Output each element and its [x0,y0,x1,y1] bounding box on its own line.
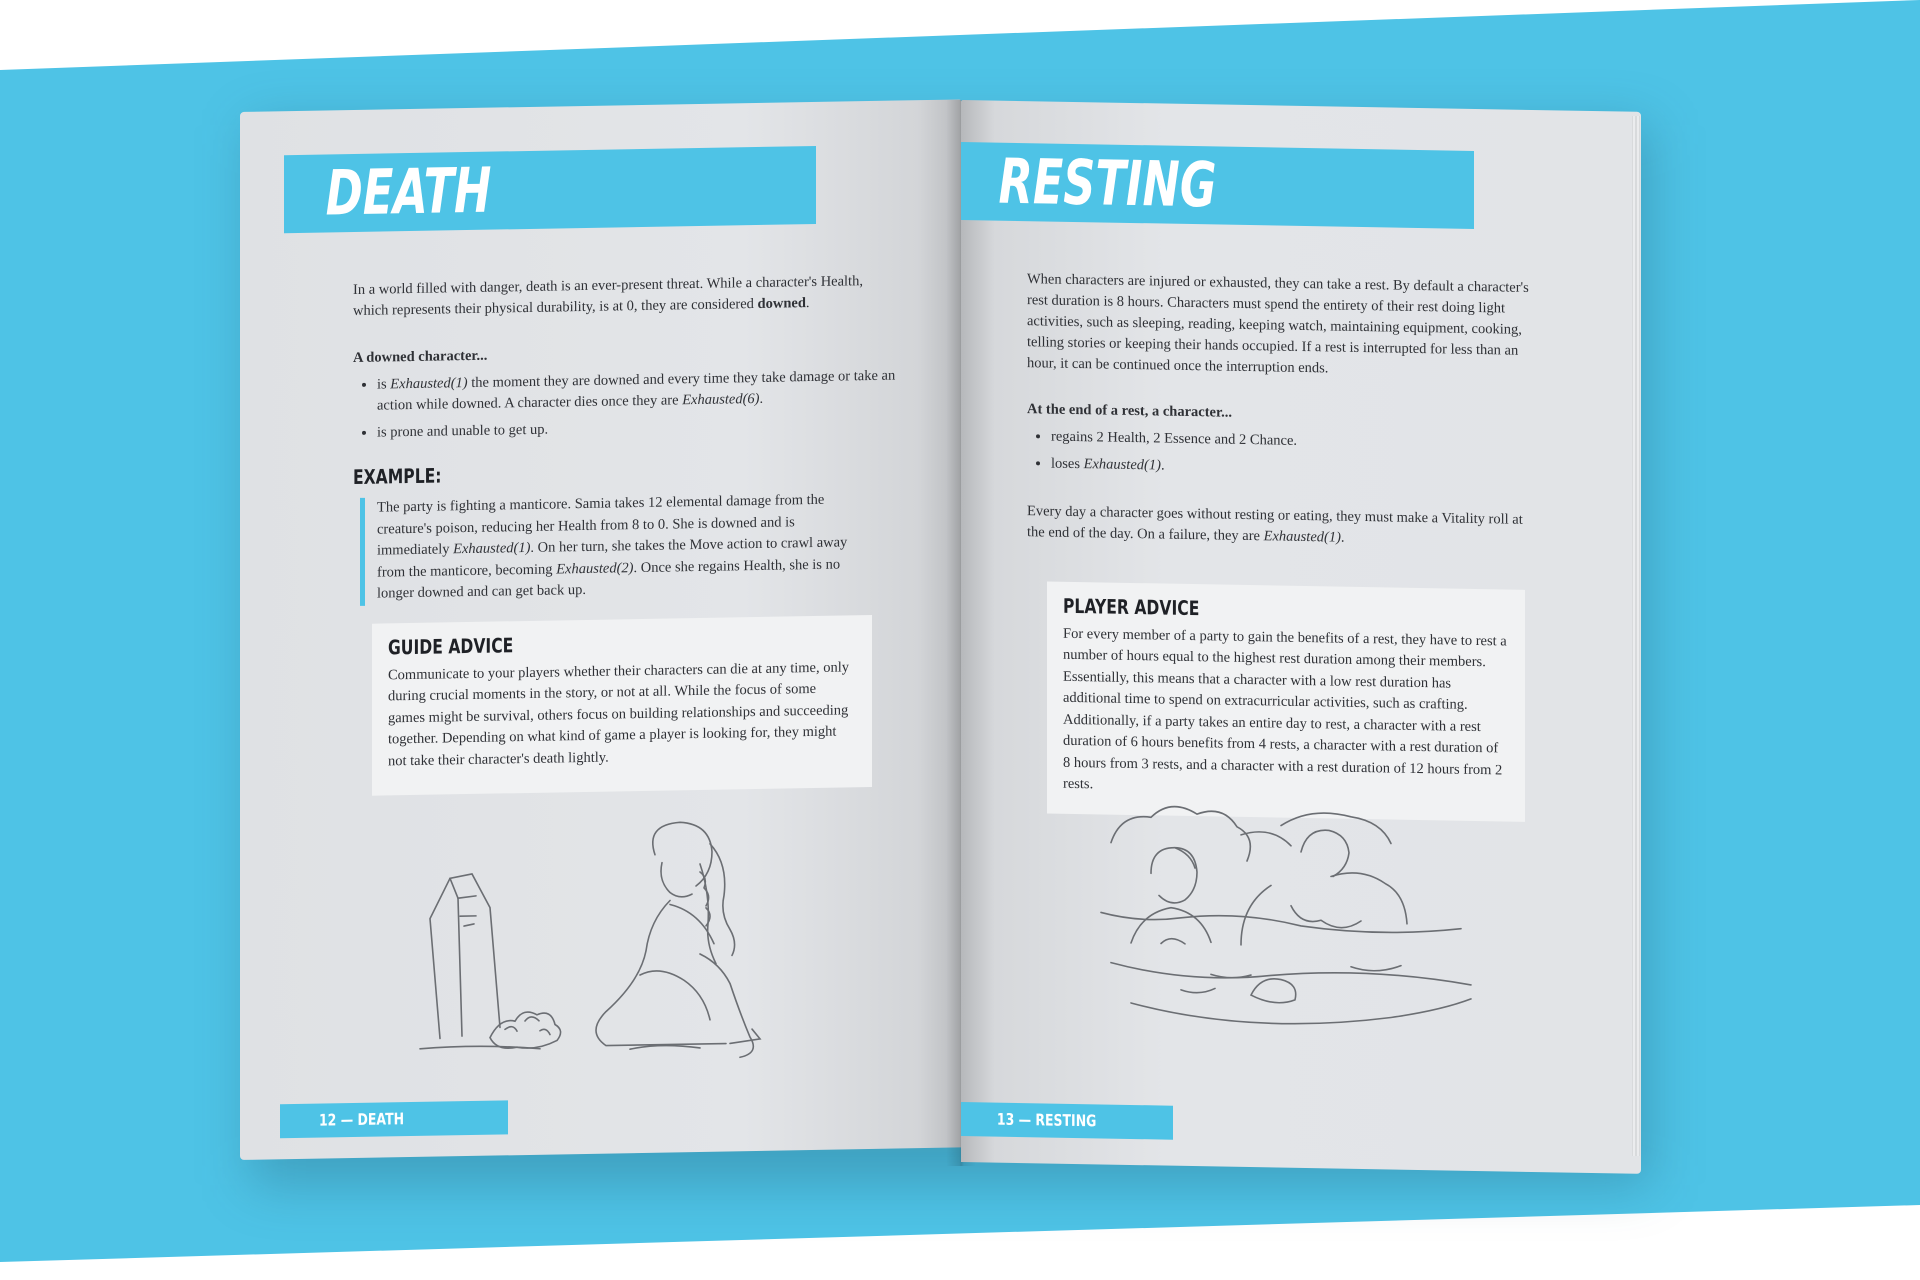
exhausted-term: Exhausted(2) [556,559,634,577]
advice-text: Communicate to your players whether their characters can die at any time, only during crucial moments in the story, or not at all. While the focus of some games might be survival, others focus on building relationships and succeeding together. Depending on what kind of game a player is looking for, they might not take their character's death lightly. [388,658,850,769]
exhausted-term: Exhausted(6) [682,390,760,409]
player-advice-box [1047,582,1525,822]
list-item: • is prone and unable to get up. [377,414,898,444]
guide-advice-box [372,615,872,796]
rest-bullets [1027,426,1542,483]
example-text: . Once she regains Health, she is no longer downed and can get back up. [377,556,841,602]
advice-title-text: PLAYER ADVICE [1063,593,1200,621]
bathing-illustration [1091,802,1511,1039]
list-item [377,366,898,417]
list-item [1051,454,1542,484]
page-number-label: 13 — RESTING [996,1109,1097,1131]
example-text: . On her turn, she takes the Move action to crawl away from the manticore, becoming [377,534,848,581]
exhausted-term: Exhausted(1) [1083,456,1161,474]
downed-list [353,339,898,451]
vitality-text: . [1340,529,1345,546]
bullet-text: the moment they are downed and every time they take damage or take an action while downed. A character dies once they are [377,367,896,414]
list-heading: At the end of a rest, a character... [1027,401,1232,421]
example-heading [353,463,467,489]
page-number-label: 12 — DEATH [319,1109,405,1130]
page-edges [1632,116,1640,1156]
advice-title [1063,593,1509,625]
list-item: • regains 2 Health, 2 Essence and 2 Chance. [1051,427,1542,457]
right-page [961,100,1641,1174]
example-block [360,489,852,605]
vitality-paragraph [1027,501,1542,552]
downed-bullets [353,366,898,445]
grave-illustration [400,801,870,1079]
bullet-text: . [1160,457,1165,474]
intro-paragraph [353,271,898,323]
exhausted-term: Exhausted(1) [1263,528,1341,546]
footer-bar-left [280,1100,508,1138]
rest-list [1027,399,1542,489]
advice-text: For every member of a party to gain the benefits of a rest, they have to rest a number of hours equal to the highest rest duration among their members. Essentially, this means that a character with a low rest duration has additional time to spend on extracurricular activities, such as crafting. Additionally, if a party takes an entire day to rest, a character with a rest duration of 6 hours benefits from 4 rests, a character with a rest duration of 8 hours from 3 rests, and a character with a rest duration of 12 hours from 2 rests. [1063,625,1507,793]
resting-intro: When characters are injured or exhausted, they can take a rest. By default a character's rest duration is 8 hours. Characters must spend the entirety of their rest doing light activities, such as sleeping, reading, keeping watch, maintaining equipment, cooking, telling stories or keeping their hands occupied. If a rest is interrupted for less than an hour, it can be continued once the interruption ends. [1027,271,1529,377]
bullet-text: is [377,376,391,393]
example-text: The party is fighting a manticore. Samia takes 12 elemental damage from the creature's poison, reducing her Health from 8 to 0. She is downed and is immediately [377,491,825,559]
page-title: DEATH [325,153,492,230]
bullet-text: loses [1051,455,1084,473]
resting-title-bar [961,142,1474,229]
intro-text: In a world filled with danger, death is an ever-present threat. While a character's Health, which represents their physical durability, is at 0, they are considered [353,273,863,320]
vitality-text: Every day a character goes without resting or eating, they must make a Vitality roll at the end of the day. On a failure, they are [1027,503,1523,545]
exhausted-term: Exhausted(1) [390,375,468,393]
example-heading-text: EXAMPLE: [353,463,442,490]
exhausted-term: Exhausted(1) [453,539,531,558]
advice-title [388,629,856,659]
bullet-text: . [759,390,764,407]
intro-end: . [805,295,810,312]
left-page [240,99,961,1160]
advice-title-text: GUIDE ADVICE [388,633,514,660]
death-title-bar [284,146,816,233]
downed-term: downed [757,295,806,312]
page-title: RESTING [998,144,1217,222]
list-heading: A downed character... [353,347,488,367]
footer-bar-right [961,1102,1173,1140]
death-intro [353,271,898,323]
